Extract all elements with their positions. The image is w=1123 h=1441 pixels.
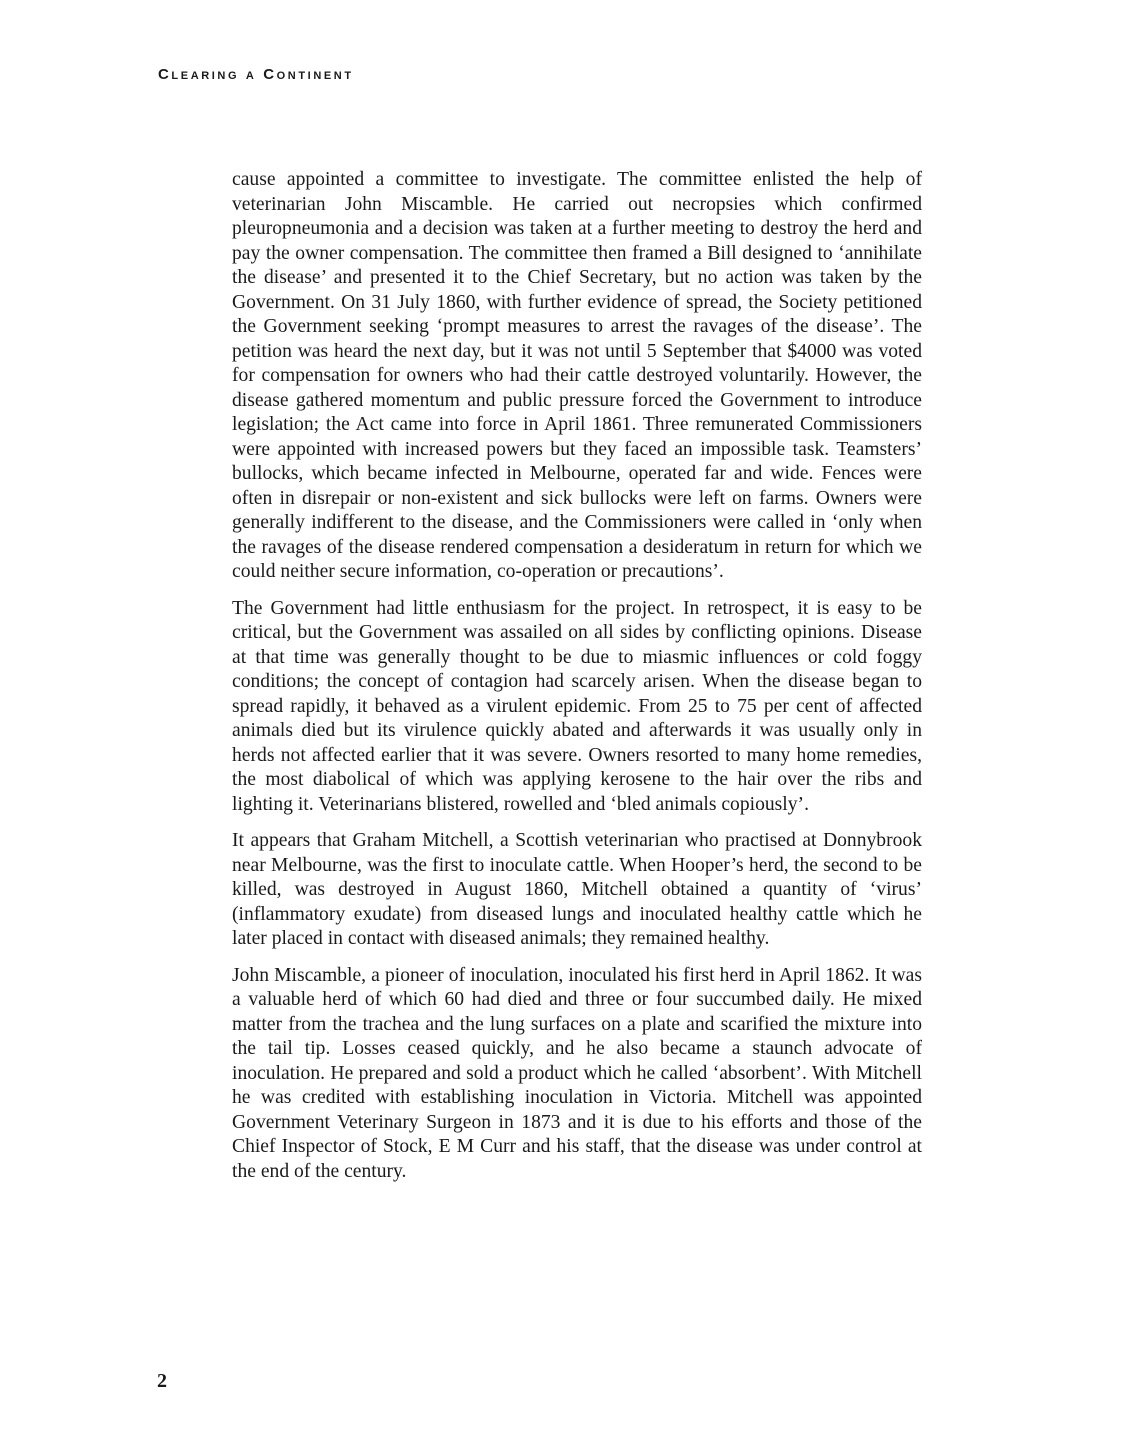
body-text (232, 168, 922, 1196)
paragraph: John Miscamble, a pioneer of inoculation, inoculated his first herd in April 1862. It was a valuable herd of which 60 had died and three or four succumbed daily. He mixed matter from the trachea and the lung surfaces on a plate and scarified the mixture into the tail tip. Losses ceased quickly, and he also became a staunch advocate of inoculation. He prepared and sold a product which he called ‘absorbent’. With Mitchell he was credited with establishing inoculation in Victoria. Mitchell was appointed Government Veterinary Surgeon in 1873 and it is due to his efforts and those of the Chief Inspector of Stock, E M Curr and his staff, that the disease was under control at the end of the century. (232, 964, 922, 1182)
paragraph: The Government had little enthusiasm for the project. In retrospect, it is easy to be critical, but the Government was assailed on all sides by conflicting opinions. Disease at that time was generally thought to be due to miasmic influences or cold foggy conditions; the concept of contagion had scarcely arisen. When the disease began to spread rapidly, it behaved as a virulent epidemic. From 25 to 75 per cent of affected animals died but its virulence quickly abated and afterwards it was usually only in herds not affected earlier that it was severe. Owners resorted to many home remedies, the most diabolical of which was applying kerosene to the hair over the ribs and lighting it. Veterinarians blistered, rowelled and ‘bled animals copiously’. (232, 597, 922, 815)
paragraph: cause appointed a committee to investigate. The committee enlisted the help of veterinarian John Miscamble. He carried out necropsies which confirmed pleuropneumonia and a decision was taken at a further meeting to destroy the herd and pay the owner compensation. The committee then framed a Bill designed to ‘annihilate the disease’ and presented it to the Chief Secretary, but no action was taken by the Government. On 31 July 1860, with further evidence of spread, the Society petitioned the Government seeking ‘prompt measures to arrest the ravages of the disease’. The petition was heard the next day, but it was not until 5 September that $4000 was voted for compensation for owners who had their cattle destroyed voluntarily. However, the disease gathered momentum and public pressure forced the Government to introduce legislation; the Act came into force in April 1861. Three remunerated Commissioners were appointed with increased powers but they faced an impossible task. Teamsters’ bullocks, which became infected in Melbourne, operated far and wide. Fences were often in disrepair or non-existent and sick bullocks were left on farms. Owners were generally indifferent to the disease, and the Commissioners were called in ‘only when the ravages of the disease rendered compensation a desideratum in return for which we could neither secure information, co-operation or precautions’. (232, 169, 922, 582)
running-head: Clearing a Continent (158, 66, 354, 83)
paragraph: It appears that Graham Mitchell, a Scottish veterinarian who practised at Donnybrook near Melbourne, was the first to inoculate cattle. When Hooper’s herd, the second to be killed, was destroyed in August 1860, Mitchell obtained a quantity of ‘virus’ (inflammatory exudate) from diseased lungs and inoculated healthy cattle which he later placed in contact with diseased animals; they remained healthy. (232, 830, 922, 949)
page-number: 2 (157, 1370, 167, 1392)
